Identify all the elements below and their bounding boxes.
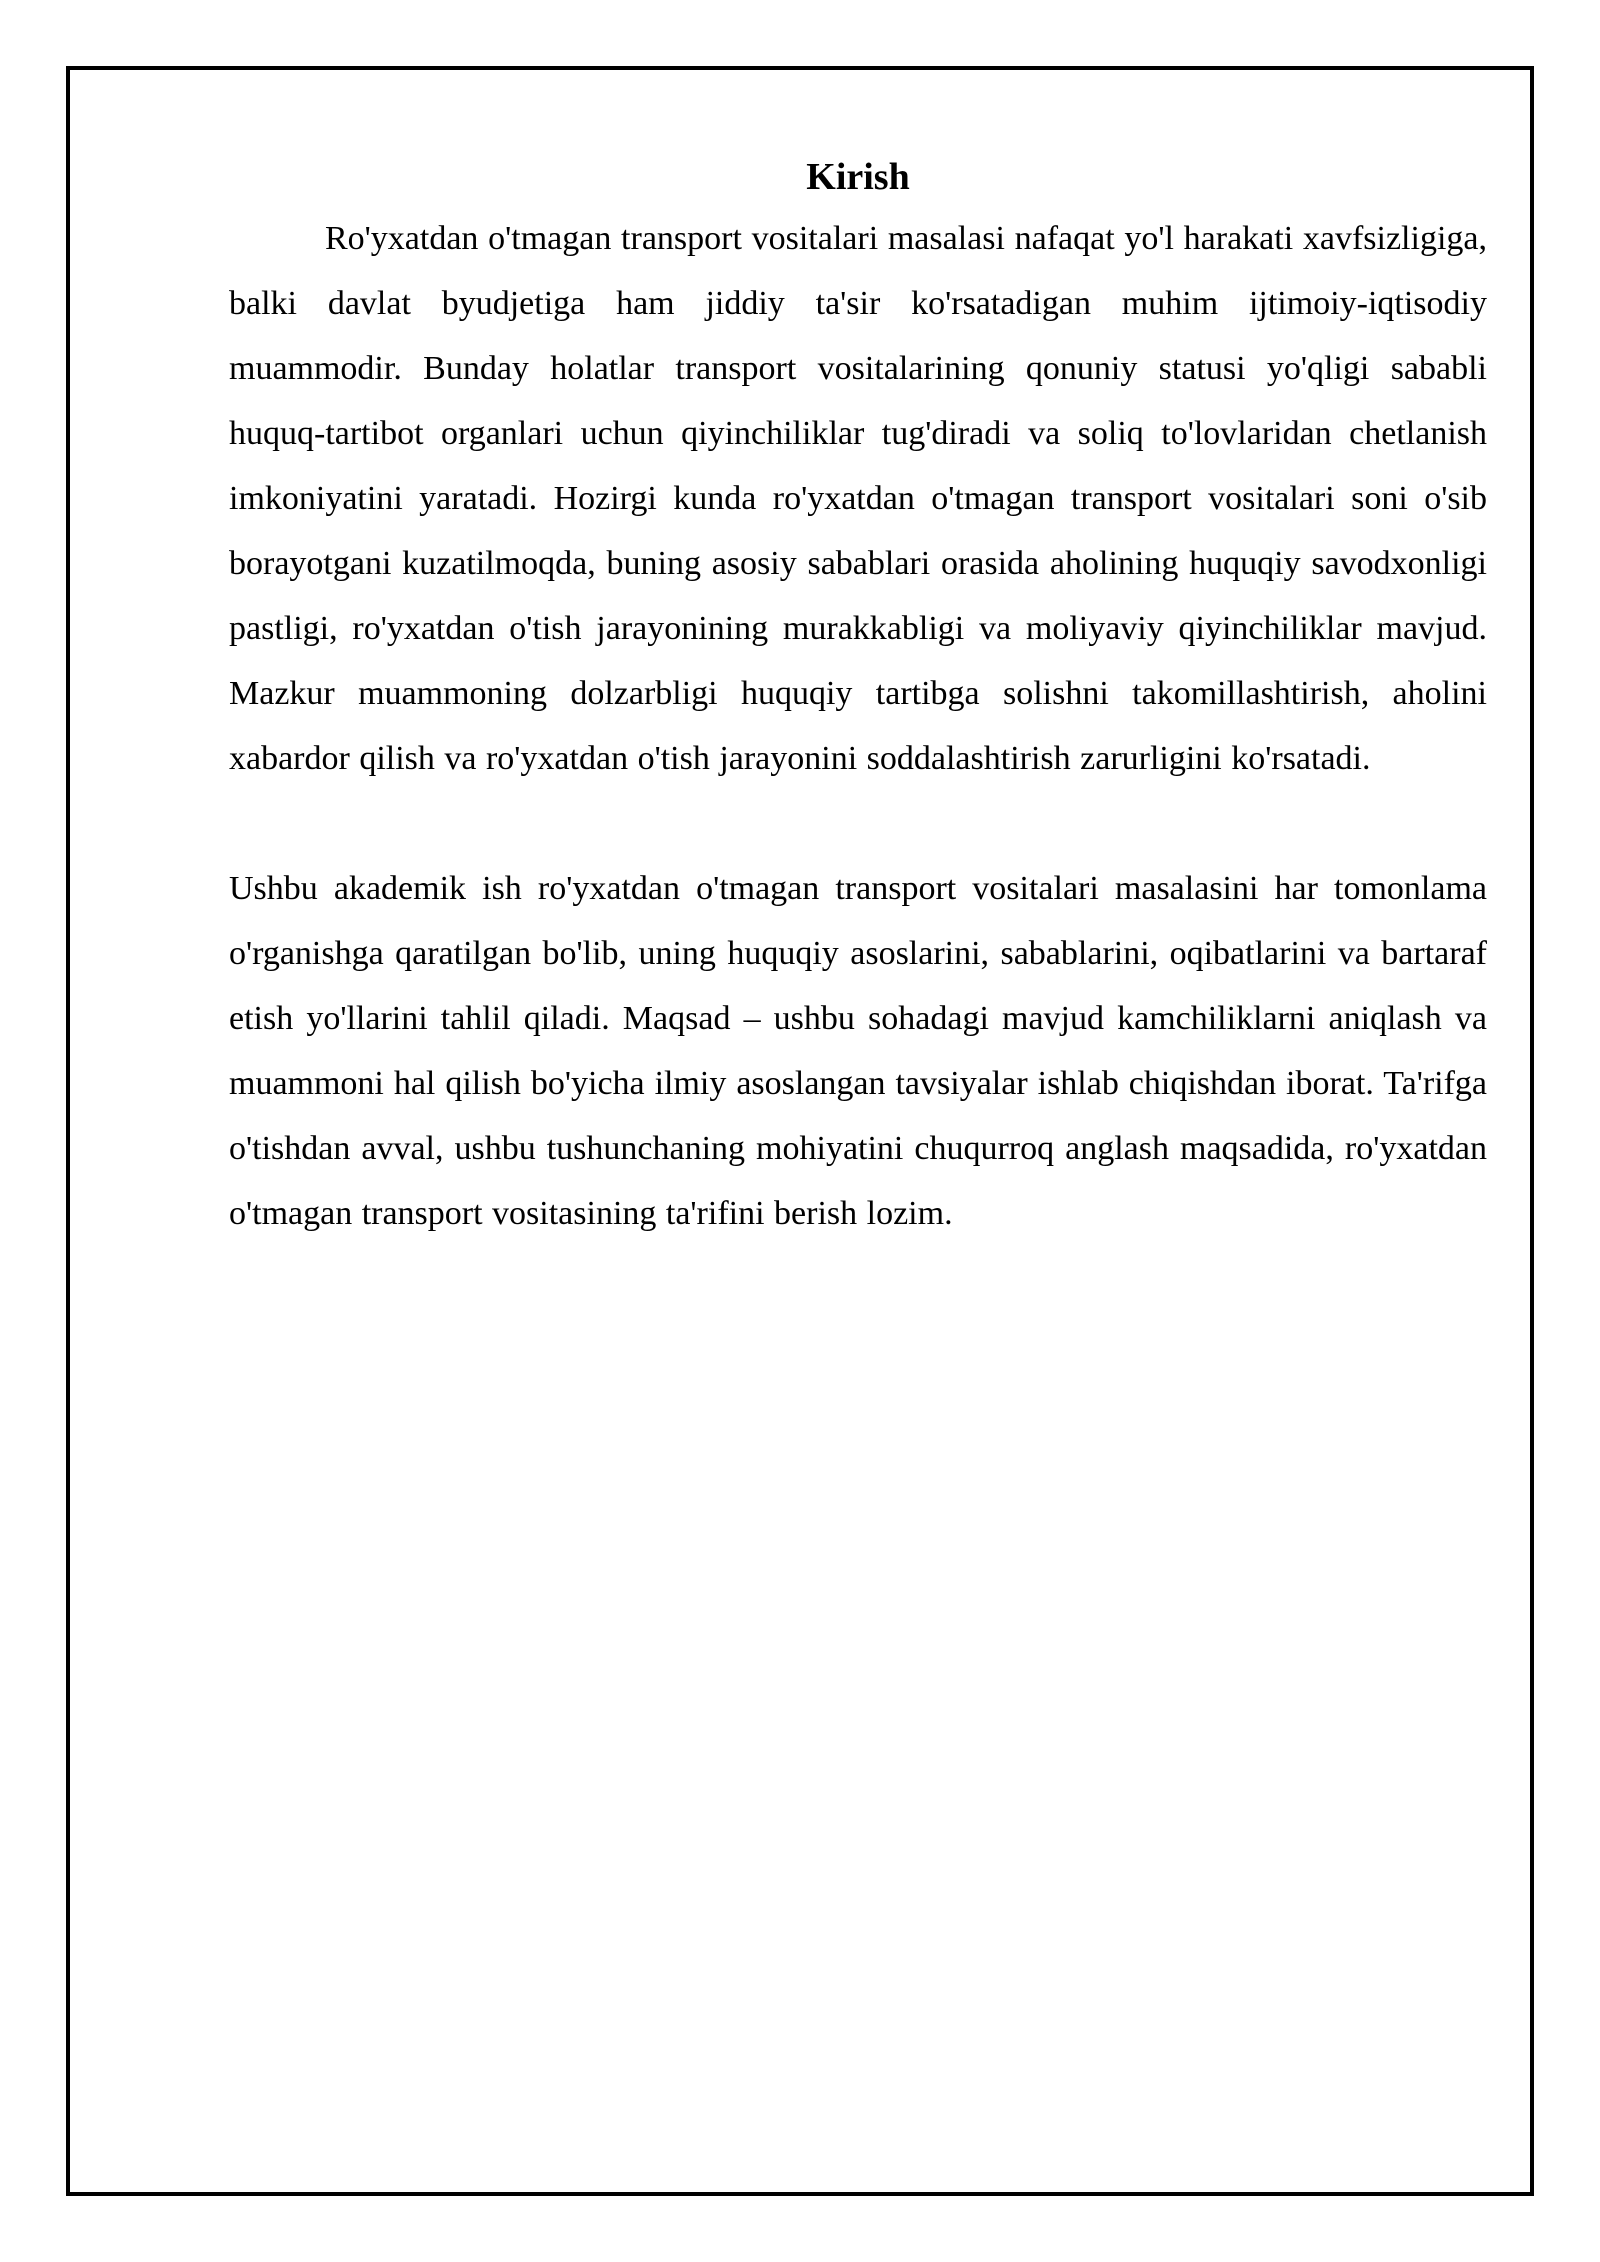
document-title: Kirish	[806, 156, 910, 198]
document-body	[229, 150, 1487, 1246]
paragraph-spacer	[229, 791, 1487, 856]
paragraph-intro: Ro'yxatdan o'tmagan transport vositalari masalasi nafaqat yo'l harakati xavfsizligiga, balki davlat byudjetiga ham jiddiy ta'sir ko'rsatadigan muhim ijtimoiy-iqtisodiy muammodir. Bunday holatlar transport vositalarining qonuniy statusi yo'qligi sababli huquq-tartibot organlari uchun qiyinchiliklar tug'diradi va soliq to'lovlaridan chetlanish imkoniyatini yaratadi. Hozirgi kunda ro'yxatdan o'tmagan transport vositalari soni o'sib borayotgani kuzatilmoqda, buning asosiy sabablari orasida aholining huquqiy savodxonligi pastligi, ro'yxatdan o'tish jarayonining murakkabligi va moliyaviy qiyinchiliklar mavjud. Mazkur muammoning dolzarbligi huquqiy tartibga solishni takomillashtirish, aholini xabardor qilish va ro'yxatdan o'tish jarayonini soddalashtirish zarurligini ko'rsatadi.	[229, 220, 1487, 777]
paragraph-purpose: Ushbu akademik ish ro'yxatdan o'tmagan transport vositalari masalasini har tomonlama o'rganishga qaratilgan bo'lib, uning huquqiy asoslarini, sabablarini, oqibatlarini va bartaraf etish yo'llarini tahlil qiladi. Maqsad – ushbu sohadagi mavjud kamchiliklarni aniqlash va muammoni hal qilish bo'yicha ilmiy asoslangan tavsiyalar ishlab chiqishdan iborat. Ta'rifga o'tishdan avval, ushbu tushunchaning mohiyatini chuqurroq anglash maqsadida, ro'yxatdan o'tmagan transport vositasining ta'rifini berish lozim.	[229, 870, 1487, 1232]
